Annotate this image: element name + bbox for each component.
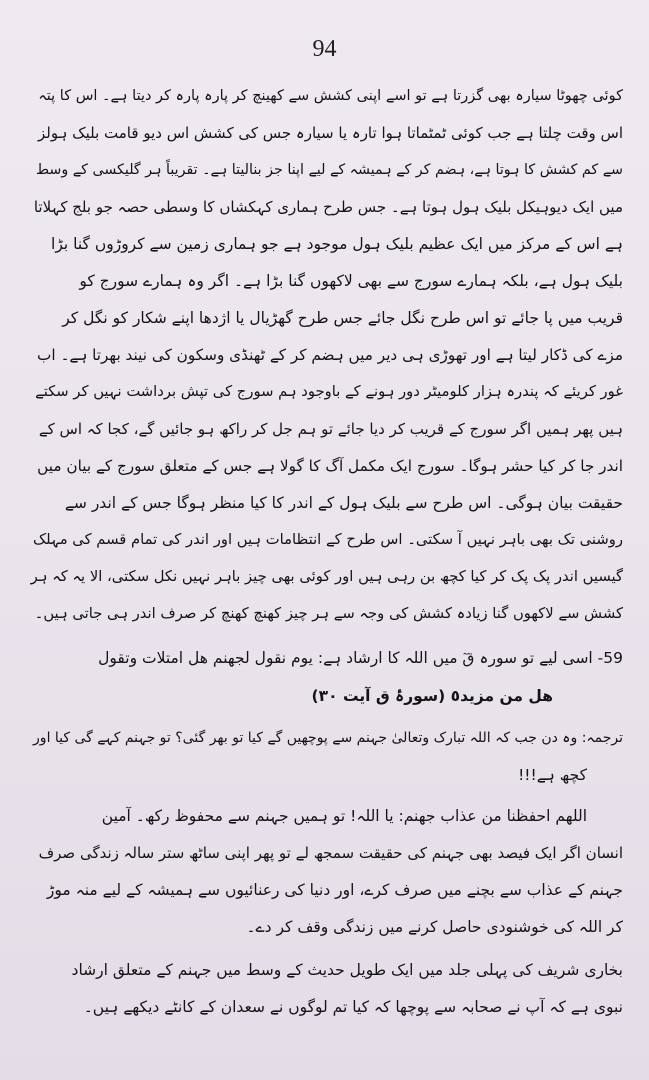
text-line: جہنم کے عذاب سے بچنے میں صرف کرے، اور دنیا کی رعنائیوں سے ہمیشہ کے لیے منہ موڑ — [46, 881, 623, 899]
text-line: سے کم کشش کا ہوتا ہے، ہضم کر کے ہمیشہ کے لیے اپنا جز بنالیتا ہے۔ تقریباً ہر گلیکسی کے وسط — [35, 162, 623, 178]
text-line: ہیں پھر ہمیں اگر سورج کے قریب کر دیا جائے تو ہم جل کر راکھ ہو جائیں گے، کجا کہ اس کے — [38, 420, 623, 438]
text-line: گیسیں اندر پک پک کر کیا کچھ بن رہی ہیں اور کوئی بھی چیز باہر نہیں نکل سکتی، الا یہ کہ ہر — [30, 568, 623, 585]
text-line: ہے اس کے مرکز میں ایک عظیم بلیک ہول موجود ہے جو ہماری زمین سے کروڑوں گنا بڑا — [51, 235, 623, 253]
text-line: کشش سے لاکھوں گنا زیادہ کشش کی وجہ سے ہر چیز کھنچ کھنچ کر صرف اندر ہی جاتی ہیں۔ — [34, 605, 623, 622]
page-number: 94 — [312, 36, 337, 62]
text-line: ترجمہ: وہ دن جب کہ اللہ تبارک وتعالیٰ جہنم سے پوچھیں گے کیا تو بھر گئی؟ تو جہنم کہے گی کیا اور — [33, 730, 623, 746]
text-line: غور کریئے کہ پندرہ ہزار کلومیٹر دور ہونے کے باوجود ہم سورج کی تپش برداشت نہیں کر سکتے — [35, 383, 623, 400]
text-line: اللهم احفظنا من عذاب جهنم: یا اللہ! تو ہمیں جہنم سے محفوظ رکھ۔ آمین — [101, 807, 587, 825]
text-line: کوئی چھوٹا سیارہ بھی گزرتا ہے تو اسے اپنی کشش سے کھینچ کر پارہ پارہ کر دیتا ہے۔ اس کا پتہ — [38, 88, 623, 104]
text-line: بلیک ہول ہے، بلکہ ہمارے سورج سے بھی لاکھوں گنا بڑا ہے۔ اگر وہ ہمارے سورج کو — [79, 272, 623, 290]
text-line: نبوی ہے کہ آپ نے صحابہ سے پوچھا کہ کیا تم لوگوں نے سعدان کے کانٹے دیکھے ہیں۔ — [83, 998, 623, 1016]
text-line: 59- اسی لیے تو سورہ قٓ میں اللہ کا ارشاد ہے: یوم نقول لجهنم هل امتلات وتقول — [98, 649, 623, 667]
text-line: اس وقت چلتا ہے جب کوئی ٹمٹماتا ہوا تارہ یا سیارہ جس کی کشش اس دیو قامت بلیک ہولز — [38, 124, 623, 142]
text-line: کر اللہ کی خوشنودی حاصل کرنے میں زندگی وقف کر دے۔ — [246, 918, 623, 936]
text-line: مزے کی ڈکار لیتا ہے اور تھوڑی ہی دیر میں ہضم کر کے ٹھنڈی وسکون کی نیند بھرتا ہے۔ اب — [37, 346, 623, 364]
text-line: روشنی تک بھی باہر نہیں آ سکتی۔ اس طرح کے انتظامات ہیں اور اندر کی تمام قسم کی مہلک — [32, 531, 623, 548]
text-line: اندر جا کر کیا حشر ہوگا۔ سورج ایک مکمل آگ کا گولا ہے جس کے متعلق سورج کے بیان میں — [37, 457, 623, 475]
text-line: حقیقت بیان ہوگی۔ اس طرح سے بلیک ہول کے اندر کا کیا منظر ہوگا جس کے اندر سے — [64, 494, 623, 512]
text-line: انسان اگر ایک فیصد بھی جہنم کی حقیقت سمجھ لے تو پھر اپنی ساٹھ ستر سالہ زندگی صرف — [38, 844, 623, 862]
text-line: کچھ ہے!!! — [518, 766, 587, 784]
text-line: میں ایک دیوہیکل بلیک ہول ہوتا ہے۔ جس طرح ہماری کہکشاں کا وسطی حصہ جو بلج کہلاتا — [33, 198, 623, 216]
text-line: بخاری شریف کی پہلی جلد میں ایک طویل حدیث کے وسط میں جہنم کے متعلق ارشاد — [71, 961, 623, 979]
text-line: قریب میں پا جائے تو اس طرح نگل جائے جس طرح گھڑیال یا اژدھا اپنے شکار کو نگل کر — [62, 309, 623, 327]
text-line: هل من مزيد٥ (سورۂ ق آیت ۳۰) — [311, 687, 553, 705]
